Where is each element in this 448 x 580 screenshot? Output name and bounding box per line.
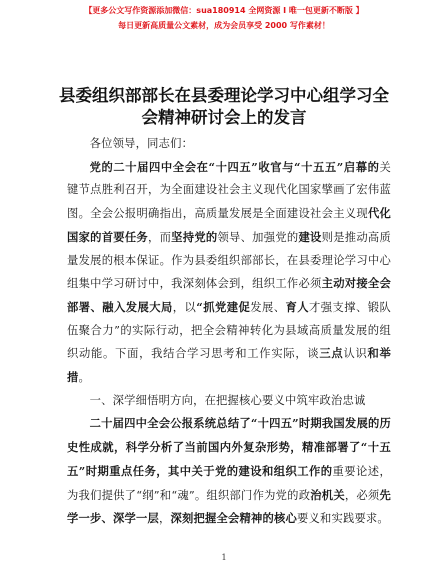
text-span: 关键节点胜利召开，为全面建设社会主义现代化国家擘画了宏伟蓝图。全会公报明确指出，高质量发展是全面建设社会主义现 — [67, 160, 391, 221]
text-span: 才强支撑、锻队伍聚合力”的实际行动，把全会精神转化为县域高质量发展的组织动能。下面，我结合学习思考和工作实际，谈 — [67, 300, 392, 361]
promo-banner-line2: 每日更新高质量公文素材，成为会员享受 2000 写作素材！ — [118, 21, 330, 30]
text-span: 领导、加强党的 — [217, 230, 299, 244]
text-span: 要义和实践要求。 — [296, 512, 389, 526]
text-span: ，以 — [172, 300, 197, 314]
text-span: 先学一步、深学一层 — [67, 487, 391, 526]
section-heading-1: 一、深学细悟明方向，在把握核心要义中筑牢政治忠诚 — [89, 393, 366, 407]
paragraph-section1 — [67, 412, 391, 531]
text-span: 深刻把握全会精神的核心 — [170, 511, 297, 526]
text-span: 代化国家的首要任务 — [67, 206, 392, 244]
document-body — [67, 133, 391, 531]
document-title-line1: 县委组织部部长在县委理论学习中心组学习全 — [59, 86, 389, 105]
text-span: 二十届四中全会公报系统总结了“十四五”时期我国发展的历史性成就，科学分析了当前国内外复杂形势，精准部署了“十五五”时期重点任务，其中关于党的建设和组织工作的 — [67, 416, 391, 478]
text-span: 主动对接全会部署、融入发展大局 — [67, 276, 392, 314]
text-span: 。 — [78, 371, 90, 385]
page-number: 1 — [221, 553, 227, 562]
text-span: 则是推动高质量发展的根本保证。作为县委组织部部长，在县委理论学习中心组集中学习研讨中，我深刻体会到，组织工作必须 — [67, 230, 392, 291]
text-span: 举措 — [67, 346, 392, 385]
text-span: 三点 — [319, 346, 344, 361]
text-span: 重要论述，为我们提供了“纲”和“魂”。组织部门作为党的政 — [67, 464, 391, 502]
text-span: 发展、 — [250, 300, 286, 314]
text-span: 党的二十届四中全会在“十四五”收官与“十五五”启幕的 — [89, 159, 380, 174]
document-title — [40, 85, 408, 129]
text-span: 坚持党的 — [171, 229, 218, 244]
document-title-line2: 会精神研讨会上的发言 — [141, 108, 307, 127]
text-span: 育人 — [285, 299, 310, 314]
text-span: 认识 — [343, 347, 368, 361]
promo-banner-line1: 【更多公文写作资源添加微信：sua180914 全网资源 I 唯一包更新不断版 】 — [84, 6, 364, 15]
paragraph-intro — [67, 156, 391, 390]
text-span: 治机关 — [310, 487, 345, 502]
text-span: ，而 — [148, 230, 172, 244]
text-span: 建设 — [298, 229, 322, 244]
text-span: 和 — [367, 346, 380, 361]
salutation: 各位领导，同志们： — [89, 137, 194, 150]
text-span: ， — [158, 512, 171, 526]
text-span: ，必须 — [344, 488, 380, 502]
text-span: “抓党建促 — [196, 299, 251, 314]
promo-banner — [0, 4, 448, 33]
